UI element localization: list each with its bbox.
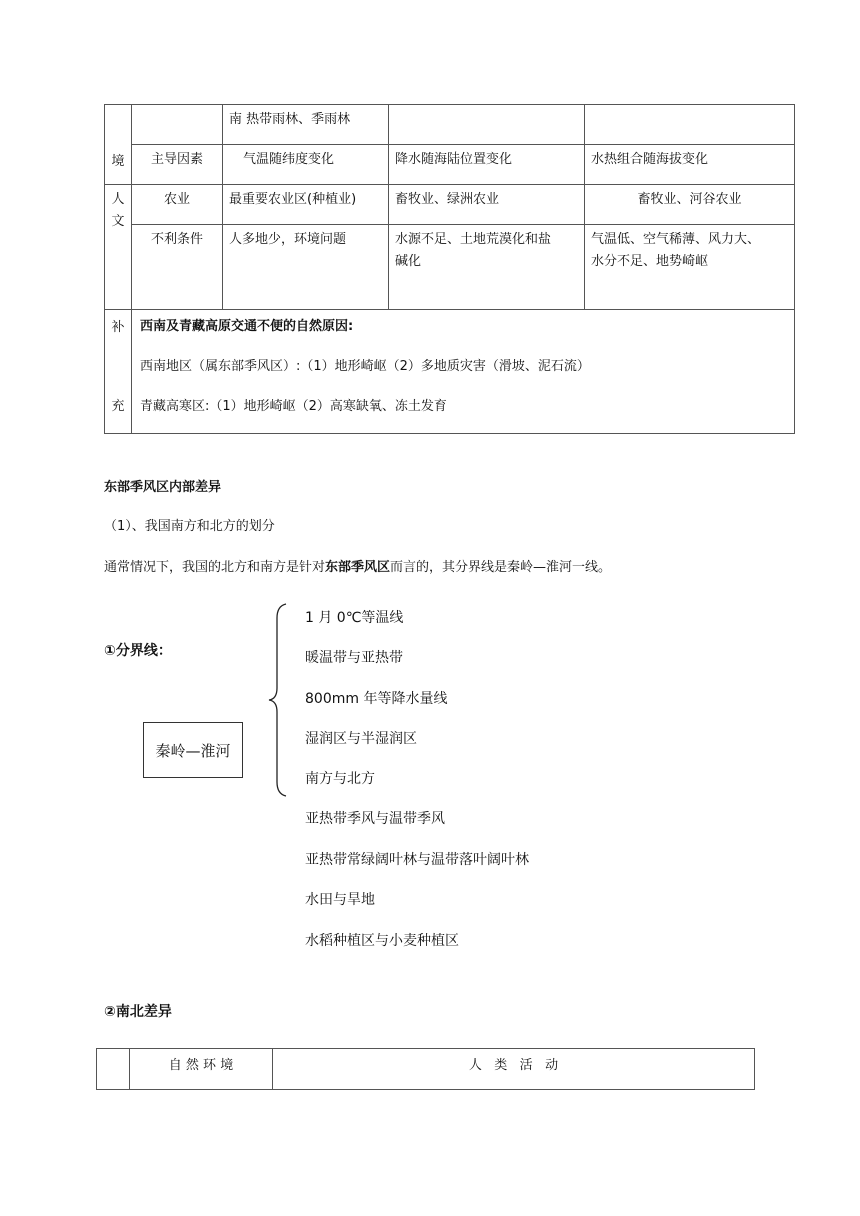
bracket-item: 暖温带与亚热带 <box>305 650 403 666</box>
section-heading: ②南北差异 <box>104 1004 172 1020</box>
table-cell <box>132 105 223 145</box>
side-label <box>105 310 131 414</box>
side-cell <box>105 185 132 310</box>
cell-text: 畜牧业、绿洲农业 <box>395 192 500 207</box>
side-cell <box>105 105 132 185</box>
cell-text: 最重要农业区(种植业) <box>229 192 357 207</box>
table-cell <box>132 185 223 225</box>
cell-line: 水分不足、地势崎岖 <box>591 254 709 269</box>
cell-text: 降水随海陆位置变化 <box>395 152 513 167</box>
table-cell <box>273 1049 755 1090</box>
side-char: 充 <box>111 399 125 414</box>
table-row <box>105 225 795 310</box>
table-row <box>105 105 795 145</box>
cell-line: 水源不足、土地荒漠化和盐 <box>395 232 552 247</box>
section-heading: 东部季风区内部差异 <box>104 480 222 495</box>
table-cell <box>585 145 795 185</box>
paragraph <box>104 556 611 575</box>
supplement-title: 西南及青藏高原交通不便的自然原因: <box>140 319 354 334</box>
bracket-item: 湿润区与半湿润区 <box>305 731 417 747</box>
paragraph-text: 通常情况下，我国的北方和南方是针对 <box>104 560 326 575</box>
boundary-box: 秦岭—淮河 <box>143 722 243 778</box>
table-row <box>97 1049 755 1090</box>
table-cell <box>389 145 585 185</box>
cell-text <box>389 105 584 113</box>
supplement-line: 西南地区（属东部季风区）:（1）地形崎岖（2）多地质灾害（滑坡、泥石流） <box>140 359 590 374</box>
table-row <box>105 145 795 185</box>
bracket-item: 亚热带常绿阔叶林与温带落叶阔叶林 <box>305 852 529 868</box>
table-cell <box>97 1049 130 1090</box>
table-cell <box>132 145 223 185</box>
cell-line: 气温低、空气稀薄、风力大、 <box>591 232 761 247</box>
cell-text: 人多地少，环境问题 <box>229 232 347 247</box>
bracket-item: 水田与旱地 <box>305 892 375 908</box>
column-header: 人 类 活 动 <box>468 1058 559 1073</box>
bracket-item: 亚热带季风与温带季风 <box>305 811 445 827</box>
cell-text <box>585 225 794 277</box>
table-row <box>105 310 795 434</box>
sub-heading: （1）、我国南方和北方的划分 <box>104 519 275 534</box>
table-cell <box>223 225 389 310</box>
table-cell <box>223 105 389 145</box>
cell-text: 气温随纬度变化 <box>243 152 335 167</box>
table-cell <box>130 1049 273 1090</box>
supplement-line: 青藏高寒区:（1）地形崎岖（2）高寒缺氧、冻土发育 <box>140 399 447 414</box>
row-label: 农业 <box>163 192 190 207</box>
table-row <box>105 185 795 225</box>
row-label: 主导因素 <box>150 152 203 167</box>
row-label: 不利条件 <box>150 232 203 247</box>
table-cell <box>389 185 585 225</box>
paragraph-text: 而言的，其分界线是秦岭—淮河一线。 <box>390 560 612 575</box>
side-char: 补 <box>111 320 125 335</box>
bracket-item: 水稻种植区与小麦种植区 <box>305 933 459 949</box>
cell-line: 碱化 <box>395 254 422 269</box>
north-south-table <box>96 1048 755 1090</box>
boundary-label: ①分界线： <box>104 643 172 659</box>
table-cell <box>223 185 389 225</box>
cell-text: 南 热带雨林、季雨林 <box>229 112 351 127</box>
table-cell <box>132 225 223 310</box>
table-cell <box>389 225 585 310</box>
cell-text: 水热组合随海拔变化 <box>591 152 709 167</box>
supplement-content <box>132 310 794 424</box>
curly-brace-icon <box>266 602 290 798</box>
cell-text <box>389 225 584 277</box>
table-cell <box>389 105 585 145</box>
cell-text <box>585 105 794 113</box>
table-cell <box>585 225 795 310</box>
side-label: 境 <box>111 154 125 169</box>
cell-text: 畜牧业、河谷农业 <box>637 192 742 207</box>
bracket-item: 1 月 0℃等温线 <box>305 610 404 626</box>
supplement-cell <box>132 310 795 434</box>
side-label <box>105 185 131 233</box>
paragraph-emphasis: 东部季风区 <box>325 560 391 575</box>
side-cell <box>105 310 132 434</box>
table-cell <box>585 105 795 145</box>
side-char: 文 <box>111 214 125 229</box>
table-cell <box>223 145 389 185</box>
side-char: 人 <box>111 192 125 207</box>
regions-comparison-table <box>104 104 795 434</box>
bracket-item: 800mm 年等降水量线 <box>305 691 448 707</box>
column-header: 自 然 环 境 <box>168 1058 234 1073</box>
bracket-item: 南方与北方 <box>305 771 375 787</box>
table-cell <box>585 185 795 225</box>
